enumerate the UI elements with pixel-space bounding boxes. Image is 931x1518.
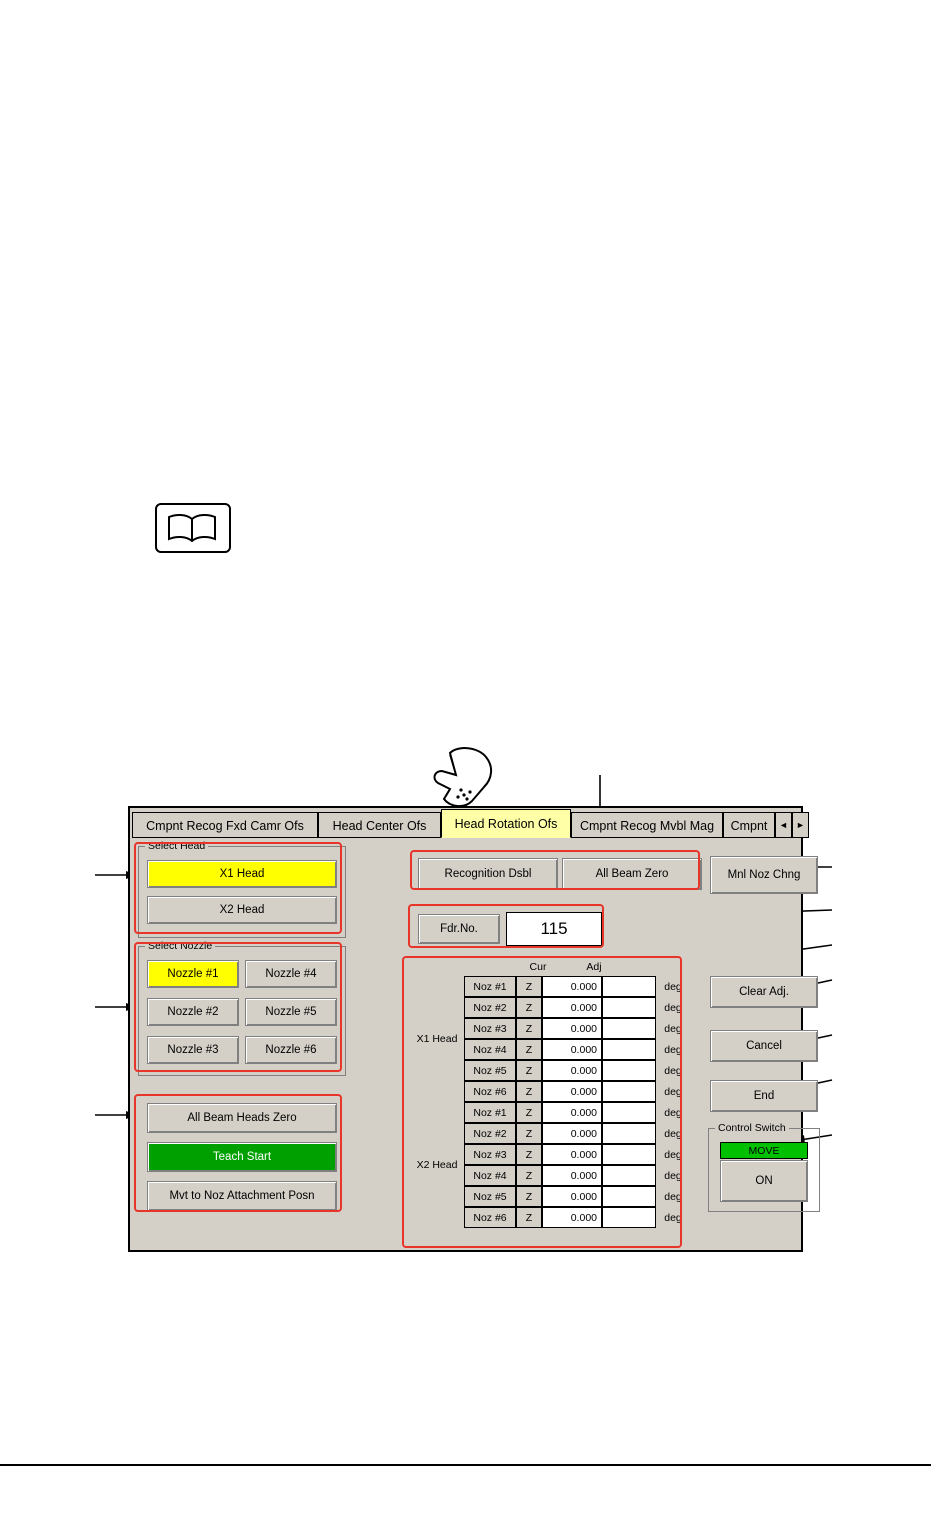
table-cell-adj[interactable] — [602, 997, 656, 1018]
table-cell-axis: Z — [516, 1144, 542, 1165]
table-cell-axis: Z — [516, 1102, 542, 1123]
control-switch-title: Control Switch — [715, 1122, 789, 1134]
table-header-cur: Cur — [529, 961, 547, 973]
table-cell-adj[interactable] — [602, 1144, 656, 1165]
table-row: Noz #3 — [464, 1018, 516, 1039]
recognition-dsbl-label: Recognition Dsbl — [444, 868, 532, 880]
table-cell-cur: 0.000 — [542, 1102, 602, 1123]
table-row: Noz #1 — [464, 976, 516, 997]
table-cell-adj[interactable] — [602, 1207, 656, 1228]
page-bottom-rule — [0, 1464, 931, 1466]
table-cell-cur: 0.000 — [542, 1060, 602, 1081]
table-cell-axis: Z — [516, 1123, 542, 1144]
table-cell-adj[interactable] — [602, 1186, 656, 1207]
table-cell-adj[interactable] — [602, 1123, 656, 1144]
control-switch-status: MOVE — [720, 1142, 808, 1159]
table-row: Noz #4 — [464, 1039, 516, 1060]
table-cell-adj[interactable] — [602, 1018, 656, 1039]
tab-scroll-left-icon[interactable]: ◄ — [775, 812, 792, 838]
table-cell-axis: Z — [516, 1081, 542, 1102]
table-cell-cur: 0.000 — [542, 1039, 602, 1060]
end-label: End — [753, 1090, 775, 1102]
tab-head-center-ofs[interactable] — [318, 812, 441, 838]
tab-cmpnt-recog-fxd-camr-ofs[interactable] — [132, 812, 318, 838]
table-cell-unit: deg — [664, 1211, 682, 1224]
end-button[interactable] — [710, 1080, 818, 1112]
mvt-to-noz-attachment-posn-label: Mvt to Noz Attachment Posn — [169, 1190, 315, 1202]
table-row: Noz #1 — [464, 1102, 516, 1123]
table-cell-cur: 0.000 — [542, 1123, 602, 1144]
table-row: Noz #6 — [464, 1081, 516, 1102]
nozzle-6-label: Nozzle #6 — [265, 1044, 317, 1056]
table-cell-cur: 0.000 — [542, 1018, 602, 1039]
tab-scroll-right-icon[interactable]: ► — [792, 812, 809, 838]
tab-label: Cmpnt Recog Fxd Camr Ofs — [146, 819, 304, 833]
table-cell-cur: 0.000 — [542, 1165, 602, 1186]
nozzle-4-label: Nozzle #4 — [265, 968, 317, 980]
table-cell-unit: deg — [664, 1190, 682, 1203]
tab-cmpnt-recog-mvbl-mag[interactable] — [571, 812, 723, 838]
mnl-noz-chng-button[interactable] — [710, 856, 818, 894]
table-cell-adj[interactable] — [602, 1060, 656, 1081]
control-switch-on-button[interactable]: ON — [720, 1160, 808, 1202]
table-cell-unit: deg — [664, 1127, 682, 1140]
nozzle-1-label: Nozzle #1 — [167, 968, 219, 980]
table-row: Noz #2 — [464, 997, 516, 1018]
table-cell-axis: Z — [516, 1165, 542, 1186]
table-cell-axis: Z — [516, 1018, 542, 1039]
fdr-no-button[interactable] — [418, 914, 500, 944]
fdr-no-value[interactable]: 115 — [506, 912, 602, 946]
nozzle-2-button[interactable] — [147, 998, 239, 1026]
x1-head-label: X1 Head — [219, 868, 265, 880]
all-beam-zero-button[interactable] — [562, 858, 702, 890]
nozzle-3-label: Nozzle #3 — [167, 1044, 219, 1056]
select-nozzle-title: Select Nozzle — [145, 940, 215, 952]
table-cell-unit: deg — [664, 1169, 682, 1182]
group-label-x1-head: X1 Head — [416, 1033, 458, 1045]
table-header-adj: Adj — [586, 961, 602, 973]
all-beam-zero-label: All Beam Zero — [595, 868, 669, 880]
mnl-noz-chng-label: Mnl Noz Chng — [727, 869, 801, 881]
table-cell-unit: deg — [664, 1106, 682, 1119]
manual-book-icon — [155, 503, 231, 553]
nozzle-3-button[interactable] — [147, 1036, 239, 1064]
table-cell-axis: Z — [516, 1207, 542, 1228]
clear-adj-button[interactable] — [710, 976, 818, 1008]
table-cell-axis: Z — [516, 1060, 542, 1081]
table-cell-unit: deg — [664, 1043, 682, 1056]
table-cell-cur: 0.000 — [542, 1144, 602, 1165]
table-cell-axis: Z — [516, 1039, 542, 1060]
tab-cmpnt[interactable] — [723, 812, 775, 838]
x2-head-label: X2 Head — [219, 904, 265, 916]
table-cell-adj[interactable] — [602, 976, 656, 997]
table-row: Noz #5 — [464, 1060, 516, 1081]
x1-head-button[interactable] — [147, 860, 337, 888]
tab-label: Cmpnt — [730, 819, 768, 833]
table-row: Noz #4 — [464, 1165, 516, 1186]
table-row: Noz #3 — [464, 1144, 516, 1165]
table-cell-unit: deg — [664, 1085, 682, 1098]
table-cell-axis: Z — [516, 997, 542, 1018]
recognition-dsbl-button[interactable] — [418, 858, 558, 890]
x2-head-button[interactable] — [147, 896, 337, 924]
table-cell-axis: Z — [516, 976, 542, 997]
tab-head-rotation-ofs[interactable] — [441, 809, 571, 838]
table-cell-cur: 0.000 — [542, 976, 602, 997]
table-cell-adj[interactable] — [602, 1165, 656, 1186]
table-cell-unit: deg — [664, 1022, 682, 1035]
table-cell-unit: deg — [664, 1064, 682, 1077]
group-label-x2-head: X2 Head — [416, 1159, 458, 1171]
tab-label: Head Rotation Ofs — [454, 817, 558, 831]
clear-adj-label: Clear Adj. — [739, 986, 789, 998]
all-beam-heads-zero-label: All Beam Heads Zero — [187, 1112, 297, 1124]
cancel-label: Cancel — [746, 1040, 782, 1052]
nozzle-6-button[interactable] — [245, 1036, 337, 1064]
table-cell-adj[interactable] — [602, 1102, 656, 1123]
nozzle-5-label: Nozzle #5 — [265, 1006, 317, 1018]
table-row: Noz #5 — [464, 1186, 516, 1207]
table-row: Noz #6 — [464, 1207, 516, 1228]
teach-start-button[interactable] — [147, 1142, 337, 1172]
nozzle-1-button[interactable] — [147, 960, 239, 988]
select-head-title: Select Head — [145, 840, 208, 852]
table-cell-unit: deg — [664, 1001, 682, 1014]
all-beam-heads-zero-button[interactable] — [147, 1103, 337, 1133]
table-cell-cur: 0.000 — [542, 997, 602, 1018]
table-row: Noz #2 — [464, 1123, 516, 1144]
table-cell-cur: 0.000 — [542, 1186, 602, 1207]
nozzle-5-button[interactable] — [245, 998, 337, 1026]
table-cell-unit: deg — [664, 1148, 682, 1161]
tab-label: Cmpnt Recog Mvbl Mag — [579, 819, 715, 833]
nozzle-2-label: Nozzle #2 — [167, 1006, 219, 1018]
table-cell-cur: 0.000 — [542, 1081, 602, 1102]
tab-scroll-arrows[interactable] — [775, 812, 809, 838]
mvt-to-noz-attachment-posn-button[interactable] — [147, 1181, 337, 1211]
table-cell-unit: deg — [664, 980, 682, 993]
nozzle-4-button[interactable] — [245, 960, 337, 988]
table-cell-axis: Z — [516, 1186, 542, 1207]
table-cell-adj[interactable] — [602, 1081, 656, 1102]
fdr-no-label: Fdr.No. — [440, 923, 478, 935]
head-rotation-offset-dialog — [128, 806, 803, 1252]
table-cell-cur: 0.000 — [542, 1207, 602, 1228]
cancel-button[interactable] — [710, 1030, 818, 1062]
table-cell-adj[interactable] — [602, 1039, 656, 1060]
teach-start-label: Teach Start — [212, 1151, 272, 1163]
tab-label: Head Center Ofs — [332, 819, 427, 833]
